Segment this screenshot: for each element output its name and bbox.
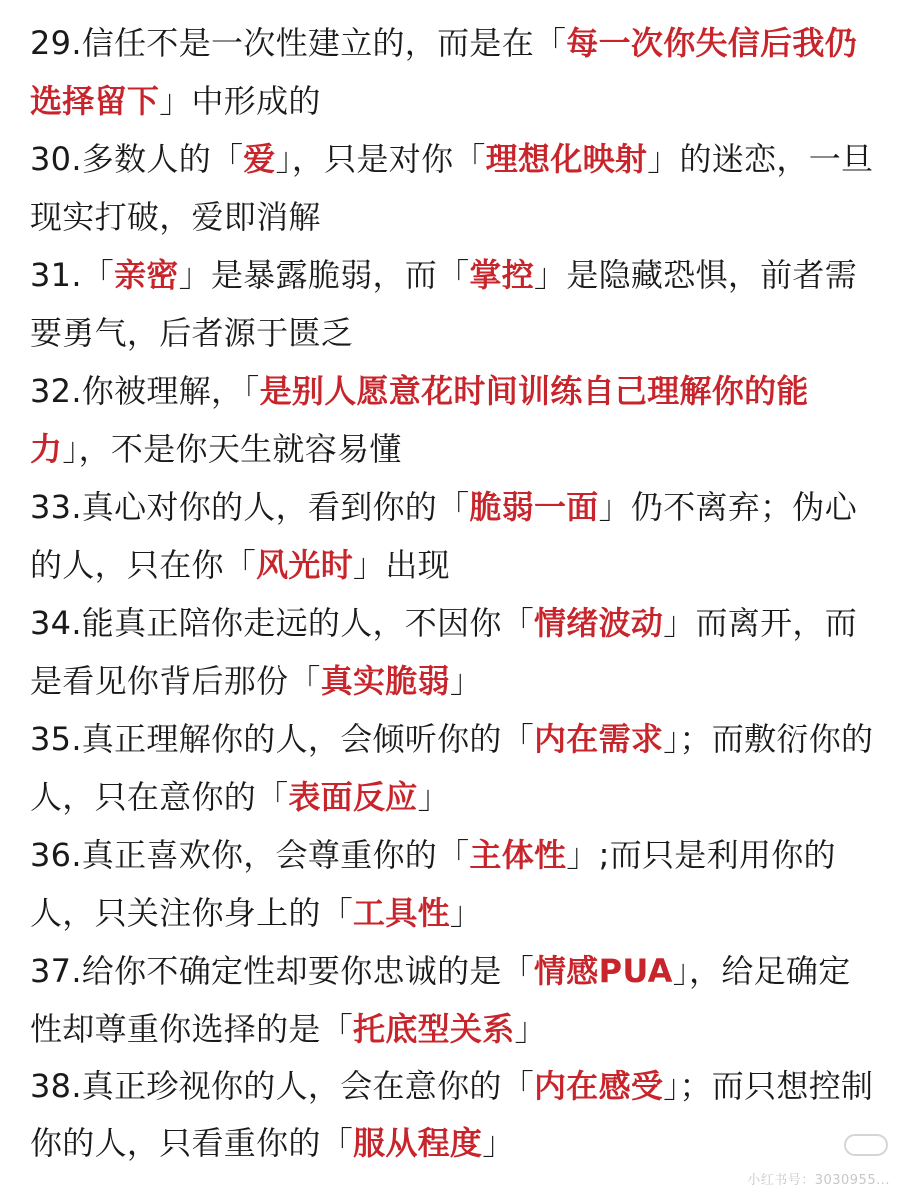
body-text: 」中形成的 xyxy=(159,82,321,120)
body-text: 」 xyxy=(449,662,483,700)
highlight-text: 表面反应 xyxy=(288,778,418,816)
highlight-text: 内在需求 xyxy=(534,720,664,758)
body-text: 35.真正理解你的人，会倾听你的「 xyxy=(30,720,534,758)
list-item xyxy=(30,826,878,942)
highlight-text: 掌控 xyxy=(469,256,535,294)
list-item xyxy=(30,130,878,246)
highlight-text: 主体性 xyxy=(469,836,567,874)
body-text: 33.真心对你的人，看到你的「 xyxy=(30,488,470,526)
body-text: 32.你被理解，「 xyxy=(30,372,260,410)
list-item xyxy=(30,710,878,826)
quote-list xyxy=(30,14,878,1172)
highlight-text: 情绪波动 xyxy=(534,604,664,642)
list-item xyxy=(30,14,878,130)
body-text: 」是隐藏恐惧，前者需要勇气，后者源于匮乏 xyxy=(30,256,858,352)
body-text: 37.给你不确定性却要你忠诚的是「 xyxy=(30,952,534,990)
body-text: 」的迷恋，一旦现实打破，爱即消解 xyxy=(30,140,874,236)
highlight-text: 工具性 xyxy=(353,894,450,932)
list-item xyxy=(30,246,878,362)
body-text: 」；而只想控制你的人，只看重你的「 xyxy=(30,1067,874,1162)
body-text: 30.多数人的「 xyxy=(30,140,244,178)
highlight-text: 内在感受 xyxy=(534,1067,664,1105)
highlight-text: 服从程度 xyxy=(353,1124,483,1162)
body-text: 」 xyxy=(449,894,483,932)
body-text: 」而离开，而是看见你背后那份「 xyxy=(30,604,858,700)
highlight-text: 爱 xyxy=(243,140,276,178)
body-text: 」是暴露脆弱，而「 xyxy=(178,256,470,294)
body-text: 29.信任不是一次性建立的，而是在「 xyxy=(30,24,567,62)
body-text: 」，给足确定性却尊重你选择的是「 xyxy=(30,952,851,1048)
highlight-text: 每一次你失信后我仍选择留下 xyxy=(30,24,857,120)
body-text: 」，不是你天生就容易懂 xyxy=(62,430,402,468)
body-text: 」 xyxy=(482,1124,515,1162)
highlight-text: 情感PUA xyxy=(534,952,673,990)
highlight-text: 风光时 xyxy=(256,546,354,584)
highlight-text: 托底型关系 xyxy=(353,1010,515,1048)
body-text: 34.能真正陪你走远的人，不因你「 xyxy=(30,604,534,642)
list-item xyxy=(30,942,878,1058)
watermark-logo xyxy=(844,1134,888,1156)
highlight-text: 是别人愿意花时间训练自己理解你的能力 xyxy=(30,372,809,468)
body-text: 36.真正喜欢你，会尊重你的「 xyxy=(30,836,470,874)
highlight-text: 理想化映射 xyxy=(485,140,648,178)
body-text: 」；而敷衍你的人，只在意你的「 xyxy=(30,720,874,816)
body-text: 」 xyxy=(514,1010,547,1048)
list-item xyxy=(30,362,878,478)
highlight-text: 真实脆弱 xyxy=(320,662,450,700)
body-text: 」，只是对你「 xyxy=(275,140,486,178)
body-text: 」 xyxy=(417,778,450,816)
body-text: 31.「 xyxy=(30,256,115,294)
list-item xyxy=(30,478,878,594)
highlight-text: 脆弱一面 xyxy=(469,488,599,526)
list-item xyxy=(30,1058,878,1172)
highlight-text: 亲密 xyxy=(114,256,179,294)
body-text: 38.真正珍视你的人，会在意你的「 xyxy=(30,1067,534,1105)
body-text: 」出现 xyxy=(353,546,450,584)
list-item xyxy=(30,594,878,710)
body-text: 」仍不离弃；伪心的人，只在你「 xyxy=(30,488,858,584)
body-text: 」;而只是利用你的人，只关注你身上的「 xyxy=(30,836,836,932)
watermark-text: 小红书号：3030955... xyxy=(747,1173,890,1188)
